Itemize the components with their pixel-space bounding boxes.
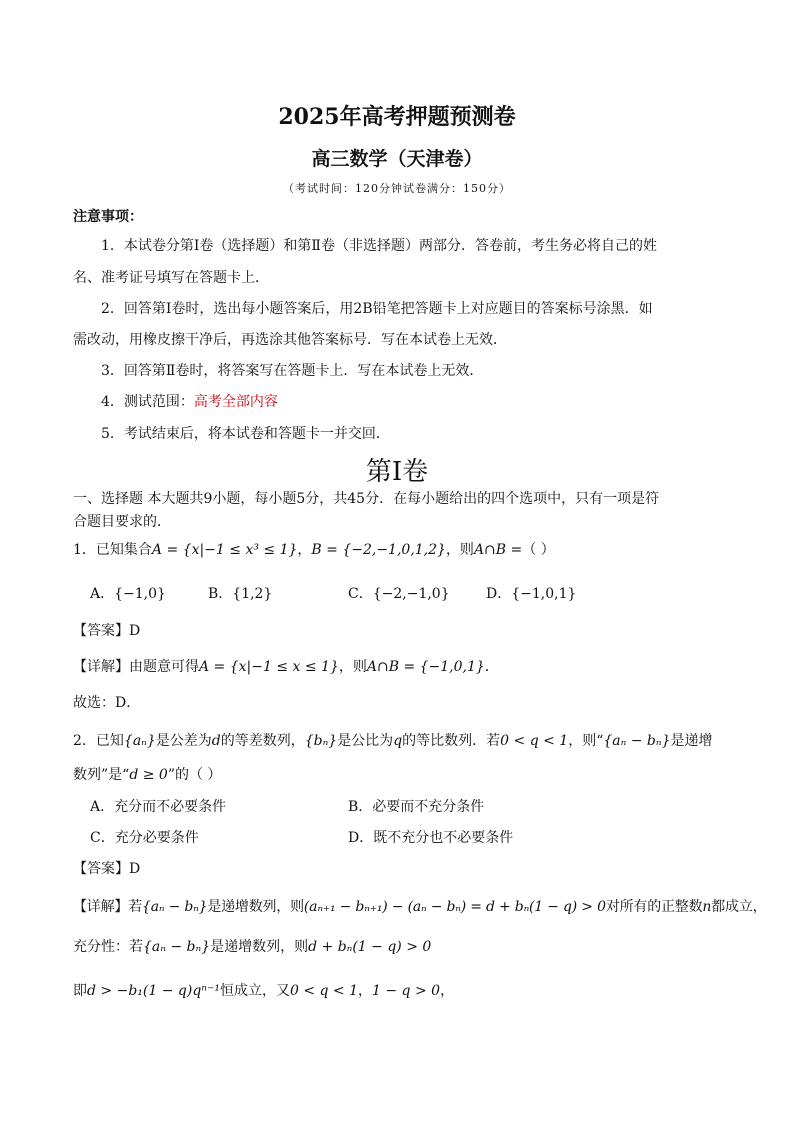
notice-item-3: 3．回答第Ⅱ卷时，将答案写在答题卡上．写在本试卷上无效． bbox=[101, 363, 484, 379]
detail-difference-sequence: {aₙ − bₙ} bbox=[142, 899, 208, 915]
detail-ratio-condition: 0 < q < 1 bbox=[289, 983, 359, 999]
q2-text: 的等差数列， bbox=[220, 733, 305, 749]
question-2-answer: 【答案】D bbox=[73, 861, 141, 877]
option-value: {1,2} bbox=[232, 586, 273, 602]
notice-item-1-line-1: 1．本试卷分第Ⅰ卷（选择题）和第Ⅱ卷（非选择题）两部分．答卷前，考生务必将自己的姓 bbox=[101, 238, 657, 254]
option-label: C． bbox=[90, 830, 115, 846]
detail-text: 是递增数列，则 bbox=[210, 939, 309, 955]
option-value: {−1,0} bbox=[114, 586, 166, 602]
common-ratio: q bbox=[393, 733, 403, 749]
option-label: B． bbox=[348, 799, 373, 815]
option-label: A． bbox=[90, 586, 115, 602]
option-value: 充分必要条件 bbox=[114, 830, 199, 846]
option-value: {−1,0,1} bbox=[511, 586, 577, 602]
option-label: D． bbox=[486, 586, 512, 602]
question-2-detail-line-2 bbox=[73, 937, 431, 957]
question-2-option-d bbox=[348, 828, 513, 848]
detail-difference-sequence: {aₙ − bₙ} bbox=[143, 939, 211, 955]
d-condition: d ≥ 0 bbox=[129, 767, 168, 783]
section-intro-line-1: 一、选择题 本大题共9小题，每小题5分，共45分．在每小题给出的四个选项中，只有一项是符 bbox=[73, 491, 660, 507]
notice-item-2-line-2: 需改动，用橡皮擦干净后，再选涂其他答案标号．写在本试卷上无效． bbox=[73, 332, 507, 348]
exam-time-info: （考试时间：120分钟试卷满分：150分） bbox=[283, 182, 511, 195]
notice-heading: 注意事项： bbox=[73, 209, 143, 225]
q2-text: ”的（ ） bbox=[167, 767, 222, 783]
detail-one-minus-q: 1 − q > 0 bbox=[372, 983, 441, 999]
volume-title: 第Ⅰ卷 bbox=[365, 457, 429, 487]
detail-text: ， bbox=[358, 983, 373, 999]
question-1-option-b bbox=[208, 584, 272, 604]
option-label: C． bbox=[348, 586, 373, 602]
notice-item-5: 5．考试结束后，将本试卷和答题卡一并交回． bbox=[101, 426, 390, 442]
detail-text: 即 bbox=[73, 983, 87, 999]
detail-bound-expression: d > −b₁(1 − q)qⁿ⁻¹ bbox=[87, 983, 220, 999]
test-range-highlight: 高考全部内容 bbox=[193, 394, 278, 410]
detail-set-a: A = {x|−1 ≤ x ≤ 1} bbox=[199, 659, 339, 675]
notice-item-4 bbox=[101, 392, 278, 412]
question-1-sep: ， bbox=[297, 542, 312, 558]
option-label: D． bbox=[348, 830, 374, 846]
q2-text: 数列”是“ bbox=[73, 767, 130, 783]
question-2-number: 2． bbox=[73, 733, 96, 749]
difference-sequence: {aₙ − bₙ} bbox=[603, 733, 671, 749]
question-2-option-c bbox=[90, 828, 199, 848]
common-difference: d bbox=[211, 733, 221, 749]
paper-title: 2025年高考押题预测卷 bbox=[278, 104, 516, 130]
option-label: B． bbox=[208, 586, 233, 602]
question-2-stem-line-2 bbox=[73, 765, 221, 785]
question-2-detail-line-3 bbox=[73, 981, 454, 1001]
question-1-option-a bbox=[90, 584, 166, 604]
question-1-choice: 故选：D． bbox=[73, 695, 141, 711]
set-a-definition: A = {x|−1 ≤ x³ ≤ 1} bbox=[151, 542, 298, 558]
q2-text: 是递增 bbox=[670, 733, 713, 749]
notice-item-4-prefix: 4．测试范围： bbox=[101, 394, 194, 410]
question-1-option-d bbox=[486, 584, 576, 604]
question-1-stem bbox=[73, 540, 555, 560]
set-b-definition: B = {−2,−1,0,1,2} bbox=[311, 542, 446, 558]
option-value: 既不充分也不必要条件 bbox=[373, 830, 514, 846]
ratio-condition: 0 < q < 1 bbox=[500, 733, 569, 749]
detail-end: ． bbox=[484, 659, 499, 675]
detail-text: 对所有的正整数 bbox=[605, 899, 703, 915]
notice-item-1-line-2: 名、准考证号填写在答题卡上． bbox=[73, 270, 269, 286]
question-1-stem-a: 已知集合 bbox=[95, 542, 152, 558]
question-1-answer: 【答案】D bbox=[73, 623, 141, 639]
q2-text: 是公比为 bbox=[337, 733, 394, 749]
detail-mid: ，则 bbox=[338, 659, 367, 675]
intersection-expression: A∩B = bbox=[473, 542, 523, 558]
question-1-paren: （ ） bbox=[522, 542, 555, 558]
section-intro-line-2: 合题目要求的． bbox=[73, 514, 171, 530]
option-value: 充分而不必要条件 bbox=[114, 799, 227, 815]
question-2-stem-line-1 bbox=[73, 731, 712, 751]
sequence-b: {bₙ} bbox=[304, 733, 338, 749]
detail-text: 恒成立，又 bbox=[219, 983, 290, 999]
option-value: {−2,−1,0} bbox=[372, 586, 450, 602]
detail-text: ， bbox=[440, 983, 455, 999]
q2-text: 是公差为 bbox=[155, 733, 212, 749]
question-1-stem-b: ，则 bbox=[445, 542, 474, 558]
q2-text: 已知 bbox=[95, 733, 124, 749]
option-value: 必要而不充分条件 bbox=[372, 799, 485, 815]
question-2-detail-line-1 bbox=[73, 897, 766, 917]
question-1-option-c bbox=[348, 584, 450, 604]
sequence-a: {aₙ} bbox=[123, 733, 156, 749]
detail-n: n bbox=[702, 899, 712, 915]
detail-prefix: 【详解】由题意可得 bbox=[73, 659, 199, 675]
question-1-detail bbox=[73, 657, 499, 677]
detail-text: 【详解】若 bbox=[73, 899, 142, 915]
question-2-option-b bbox=[348, 797, 484, 817]
detail-intersection-result: A∩B = {−1,0,1} bbox=[366, 659, 485, 675]
option-label: A． bbox=[90, 799, 115, 815]
question-2-option-a bbox=[90, 797, 226, 817]
question-1-number: 1． bbox=[73, 542, 96, 558]
detail-increment-expression: (aₙ₊₁ − bₙ₊₁) − (aₙ − bₙ) = d + bₙ(1 − q) > 0 bbox=[303, 899, 606, 915]
detail-inequality: d + bₙ(1 − q) > 0 bbox=[308, 939, 432, 955]
detail-text: 都成立， bbox=[711, 899, 767, 915]
q2-text: ，则“ bbox=[568, 733, 604, 749]
detail-text: 充分性：若 bbox=[73, 939, 143, 955]
q2-text: 的等比数列．若 bbox=[402, 733, 501, 749]
notice-item-2-line-1: 2．回答第Ⅰ卷时，选出每小题答案后，用2B铅笔把答题卡上对应题目的答案标号涂黑．如 bbox=[101, 301, 653, 317]
paper-subtitle: 高三数学（天津卷） bbox=[311, 148, 483, 170]
detail-text: 是递增数列，则 bbox=[207, 899, 304, 915]
